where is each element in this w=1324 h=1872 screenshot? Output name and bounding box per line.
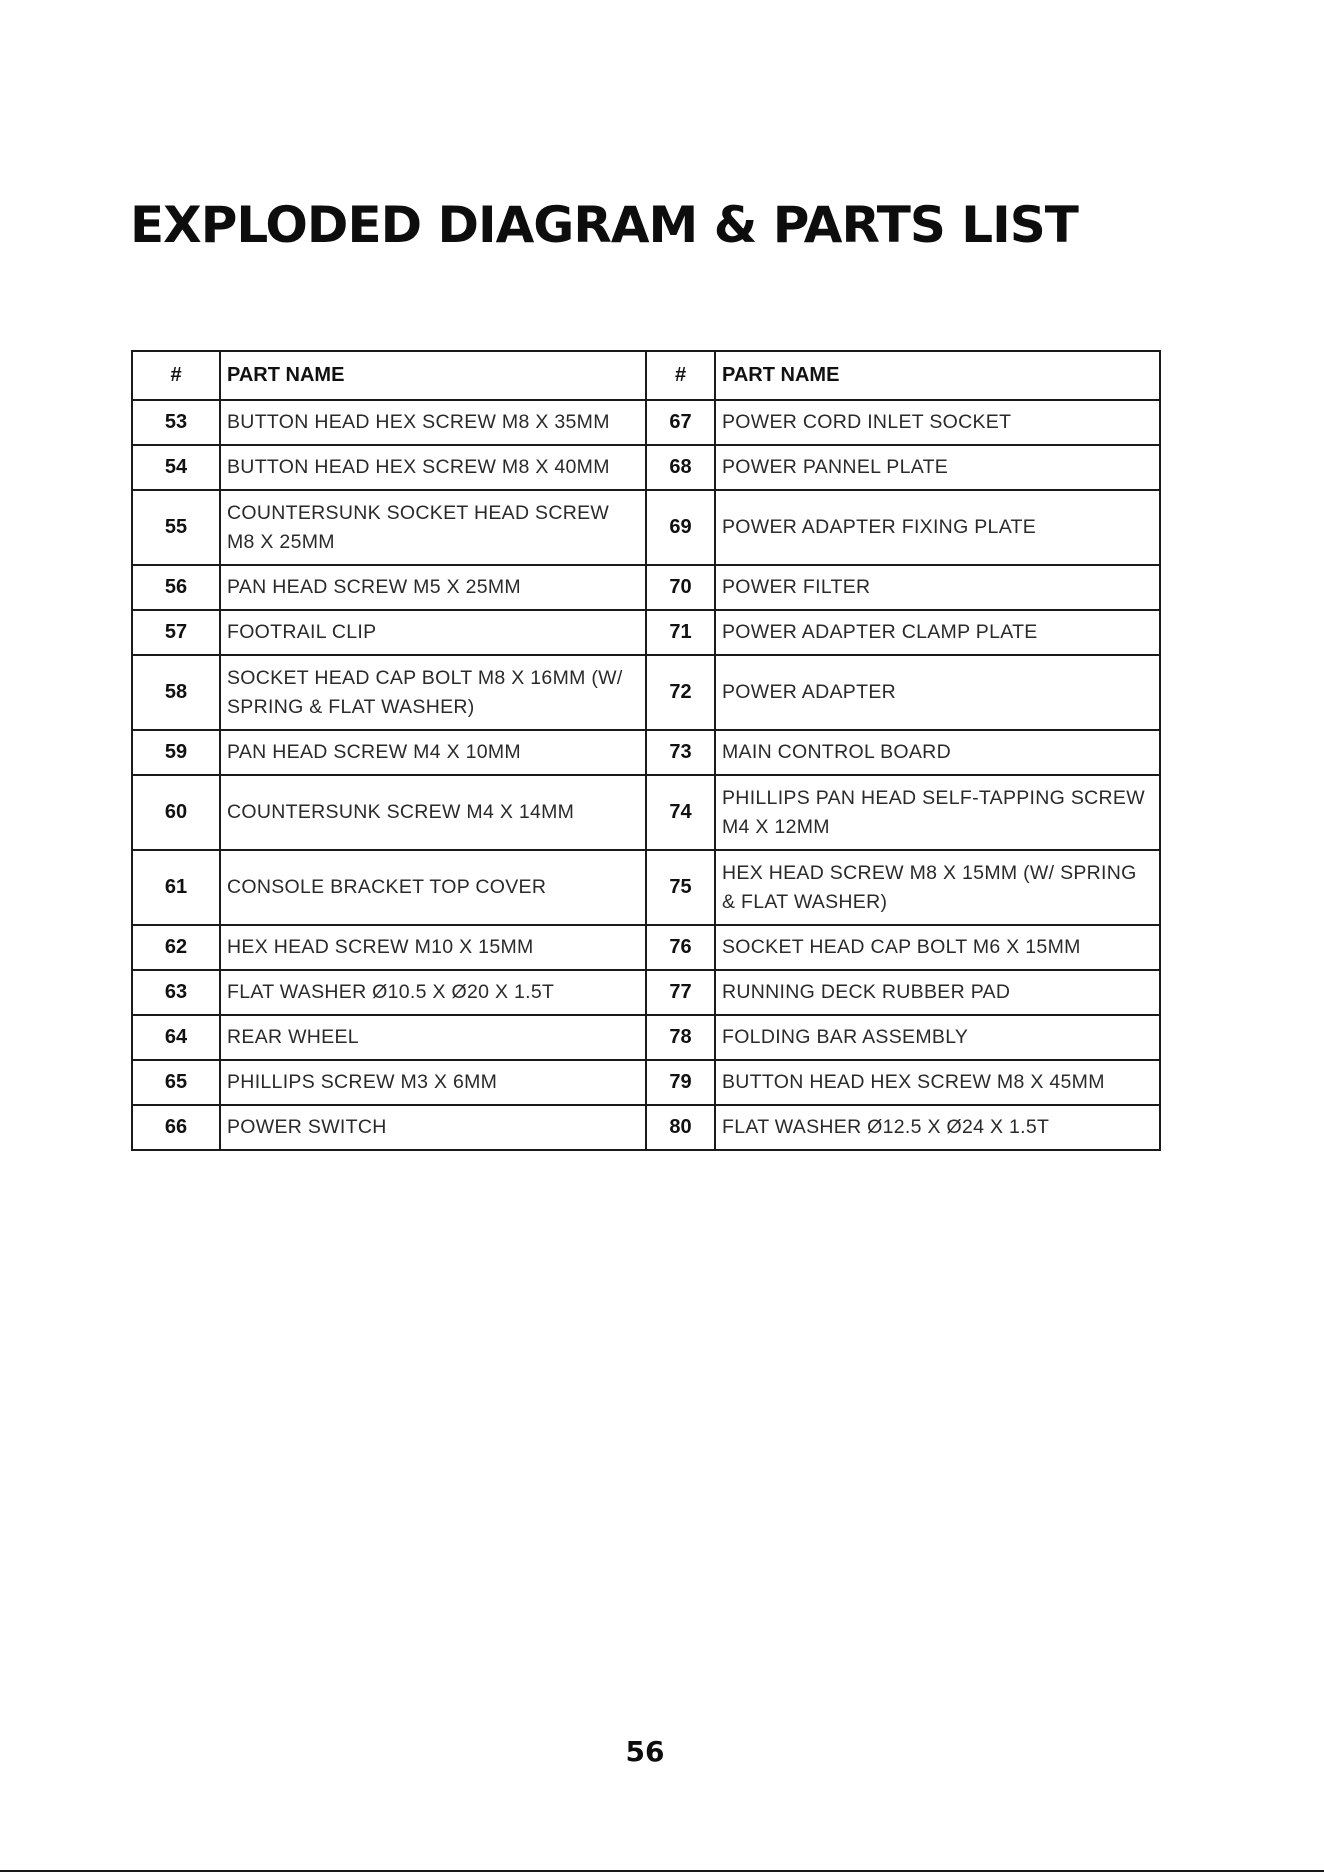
part-number: 55 <box>132 490 220 565</box>
part-name: POWER FILTER <box>715 565 1160 610</box>
parts-table <box>131 350 1161 1151</box>
part-number: 56 <box>132 565 220 610</box>
page-number: 56 <box>625 1735 665 1768</box>
table-row <box>132 1060 1160 1105</box>
table-header-row <box>132 351 1160 400</box>
part-name: RUNNING DECK RUBBER PAD <box>715 970 1160 1015</box>
part-name: HEX HEAD SCREW M8 X 15MM (W/ SPRING & FLAT WASHER) <box>715 850 1160 925</box>
part-name: FOLDING BAR ASSEMBLY <box>715 1015 1160 1060</box>
part-number: 71 <box>646 610 715 655</box>
part-number: 67 <box>646 400 715 445</box>
part-name: POWER ADAPTER CLAMP PLATE <box>715 610 1160 655</box>
part-name: POWER ADAPTER <box>715 655 1160 730</box>
part-number: 53 <box>132 400 220 445</box>
part-name: POWER CORD INLET SOCKET <box>715 400 1160 445</box>
table-row <box>132 1015 1160 1060</box>
part-number: 60 <box>132 775 220 850</box>
part-name: FLAT WASHER Ø12.5 X Ø24 X 1.5T <box>715 1105 1160 1150</box>
part-number: 62 <box>132 925 220 970</box>
part-name: PHILLIPS PAN HEAD SELF-TAPPING SCREW M4 X 12MM <box>715 775 1160 850</box>
header-part-name-right: PART NAME <box>715 351 1160 400</box>
part-number: 72 <box>646 655 715 730</box>
table-row <box>132 775 1160 850</box>
part-number: 73 <box>646 730 715 775</box>
table-row <box>132 970 1160 1015</box>
part-name: PHILLIPS SCREW M3 X 6MM <box>220 1060 646 1105</box>
part-name: COUNTERSUNK SOCKET HEAD SCREW M8 X 25MM <box>220 490 646 565</box>
header-part-name-left: PART NAME <box>220 351 646 400</box>
part-number: 70 <box>646 565 715 610</box>
part-number: 54 <box>132 445 220 490</box>
part-number: 79 <box>646 1060 715 1105</box>
header-number-right: # <box>646 351 715 400</box>
part-number: 59 <box>132 730 220 775</box>
part-number: 78 <box>646 1015 715 1060</box>
table-row <box>132 1105 1160 1150</box>
table-row <box>132 730 1160 775</box>
table-row <box>132 445 1160 490</box>
part-number: 75 <box>646 850 715 925</box>
part-name: BUTTON HEAD HEX SCREW M8 X 40MM <box>220 445 646 490</box>
table-row <box>132 400 1160 445</box>
part-name: SOCKET HEAD CAP BOLT M6 X 15MM <box>715 925 1160 970</box>
part-name: FLAT WASHER Ø10.5 X Ø20 X 1.5T <box>220 970 646 1015</box>
part-name: POWER PANNEL PLATE <box>715 445 1160 490</box>
part-number: 65 <box>132 1060 220 1105</box>
table-row <box>132 610 1160 655</box>
part-number: 77 <box>646 970 715 1015</box>
part-name: POWER SWITCH <box>220 1105 646 1150</box>
part-name: FOOTRAIL CLIP <box>220 610 646 655</box>
part-number: 57 <box>132 610 220 655</box>
table-row <box>132 490 1160 565</box>
table-row <box>132 655 1160 730</box>
part-name: REAR WHEEL <box>220 1015 646 1060</box>
table-row <box>132 850 1160 925</box>
part-name: CONSOLE BRACKET TOP COVER <box>220 850 646 925</box>
part-name: HEX HEAD SCREW M10 X 15MM <box>220 925 646 970</box>
header-number-left: # <box>132 351 220 400</box>
part-name: COUNTERSUNK SCREW M4 X 14MM <box>220 775 646 850</box>
part-number: 64 <box>132 1015 220 1060</box>
table-row <box>132 565 1160 610</box>
part-number: 76 <box>646 925 715 970</box>
part-number: 61 <box>132 850 220 925</box>
part-number: 69 <box>646 490 715 565</box>
part-number: 74 <box>646 775 715 850</box>
page-title: EXPLODED DIAGRAM & PARTS LIST <box>130 196 1078 254</box>
table-row <box>132 925 1160 970</box>
part-name: POWER ADAPTER FIXING PLATE <box>715 490 1160 565</box>
part-number: 58 <box>132 655 220 730</box>
part-name: PAN HEAD SCREW M5 X 25MM <box>220 565 646 610</box>
part-number: 68 <box>646 445 715 490</box>
part-number: 66 <box>132 1105 220 1150</box>
part-number: 63 <box>132 970 220 1015</box>
part-name: BUTTON HEAD HEX SCREW M8 X 35MM <box>220 400 646 445</box>
part-name: MAIN CONTROL BOARD <box>715 730 1160 775</box>
part-number: 80 <box>646 1105 715 1150</box>
part-name: SOCKET HEAD CAP BOLT M8 X 16MM (W/ SPRING & FLAT WASHER) <box>220 655 646 730</box>
part-name: PAN HEAD SCREW M4 X 10MM <box>220 730 646 775</box>
part-name: BUTTON HEAD HEX SCREW M8 X 45MM <box>715 1060 1160 1105</box>
